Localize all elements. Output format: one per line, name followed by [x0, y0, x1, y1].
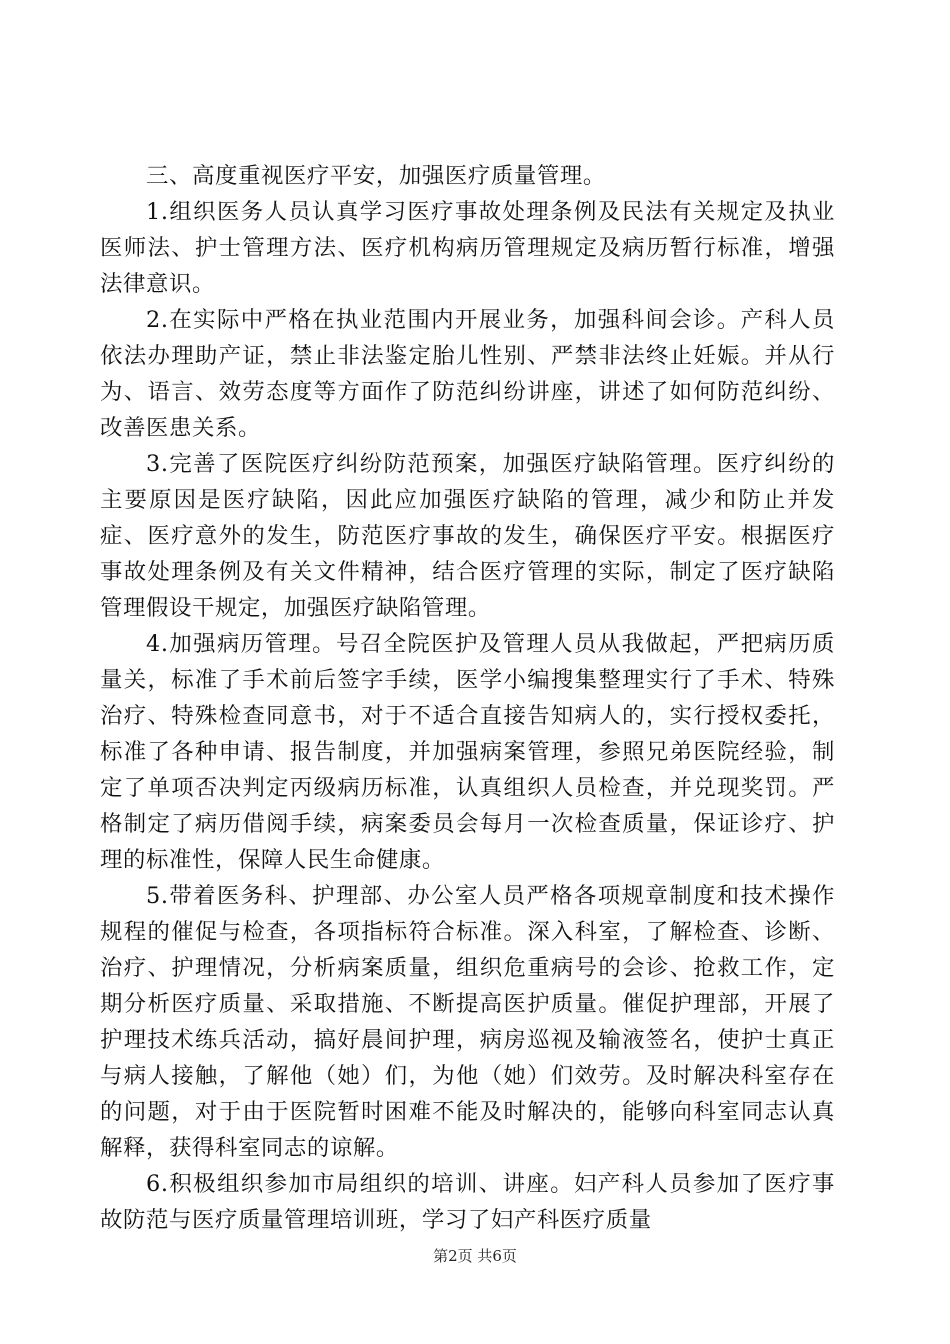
document-body	[100, 158, 835, 1238]
paragraph-item-1: 1.组织医务人员认真学习医疗事故处理条例及民法有关规定及执业医师法、护士管理方法、医疗机构病历管理规定及病历暂行标准，增强法律意识。	[100, 199, 835, 297]
paragraph-item-2: 2.在实际中严格在执业范围内开展业务，加强科间会诊。产科人员依法办理助产证，禁止非法鉴定胎儿性别、严禁非法终止妊娠。并从行为、语言、效劳态度等方面作了防范纠纷讲座，讲述了如何防范纠纷、改善医患关系。	[100, 307, 835, 441]
paragraph-item-6: 6.积极组织参加市局组织的培训、讲座。妇产科人员参加了医疗事故防范与医疗质量管理培训班，学习了妇产科医疗质量	[100, 1171, 835, 1233]
paragraph-item-4: 4.加强病历管理。号召全院医护及管理人员从我做起，严把病历质量关，标准了手术前后签字手续，医学小编搜集整理实行了手术、特殊治疗、特殊检查同意书，对于不适合直接告知病人的，实行授权委托，标准了各种申请、报告制度，并加强病案管理，参照兄弟医院经验，制定了单项否决判定丙级病历标准，认真组织人员检查，并兑现奖罚。严格制定了病历借阅手续，病案委员会每月一次检查质量，保证诊疗、护理的标准性，保障人民生命健康。	[100, 631, 835, 873]
page-footer: 第2页 共6页	[433, 1247, 517, 1265]
section-heading: 三、高度重视医疗平安，加强医疗质量管理。	[146, 163, 606, 189]
paragraph-item-5: 5.带着医务科、护理部、办公室人员严格各项规章制度和技术操作规程的催促与检查，各项指标符合标准。深入科室，了解检查、诊断、治疗、护理情况，分析病案质量，组织危重病号的会诊、抢救工作，定期分析医疗质量、采取措施、不断提高医护质量。催促护理部，开展了护理技术练兵活动，搞好晨间护理，病房巡视及输液签名，使护士真正与病人接触，了解他（她）们，为他（她）们效劳。及时解决科室存在的问题，对于由于医院暂时困难不能及时解决的，能够向科室同志认真解释，获得科室同志的谅解。	[100, 883, 835, 1161]
paragraph-item-3: 3.完善了医院医疗纠纷防范预案，加强医疗缺陷管理。医疗纠纷的主要原因是医疗缺陷，因此应加强医疗缺陷的管理，减少和防止并发症、医疗意外的发生，防范医疗事故的发生，确保医疗平安。根据医疗事故处理条例及有关文件精神，结合医疗管理的实际，制定了医疗缺陷管理假设干规定，加强医疗缺陷管理。	[100, 451, 835, 621]
